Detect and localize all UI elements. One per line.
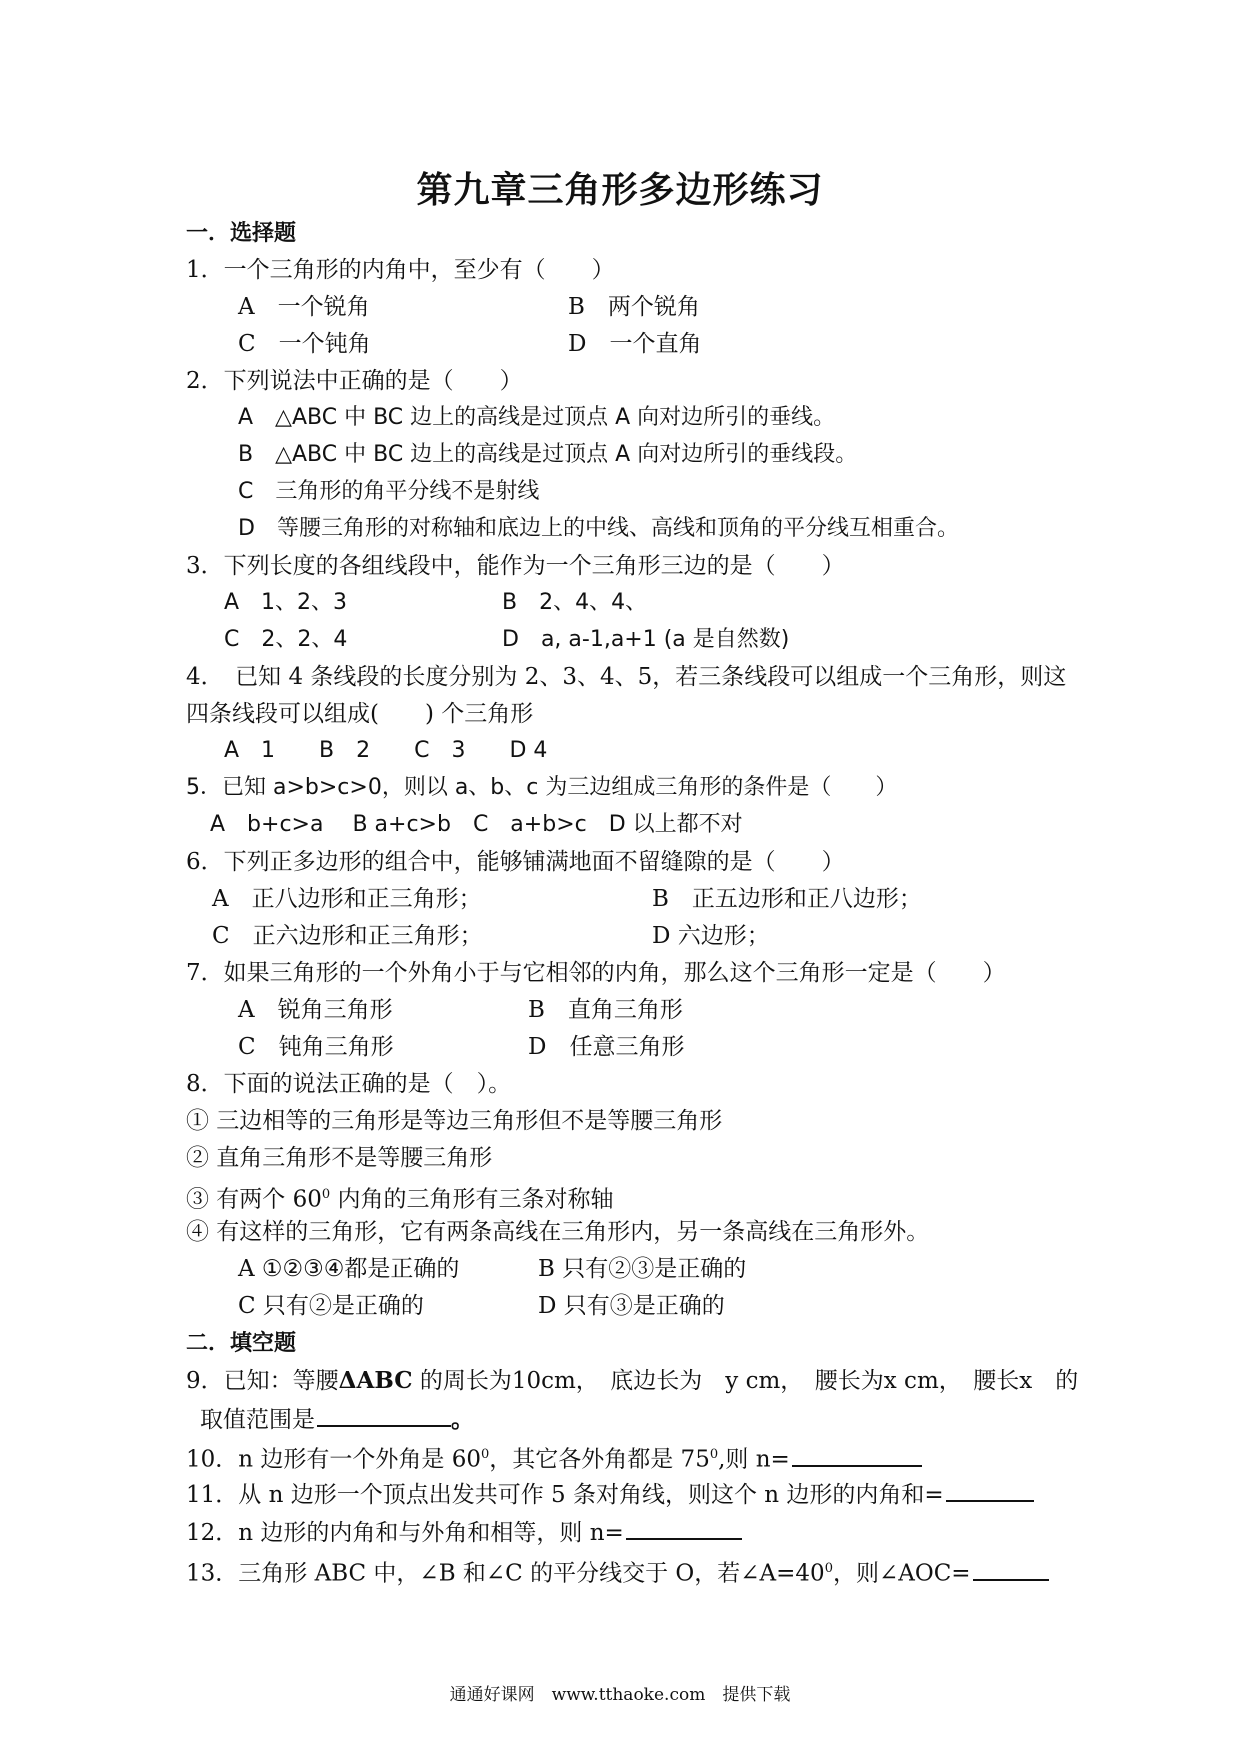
question-5-stem: 5．已知 a>b>c>0，则以 a、b、c 为三边组成三角形的条件是（ ） [186, 775, 898, 800]
question-1-option-a: A 一个锐角 [238, 294, 370, 320]
question-8-option-a: A ①②③④都是正确的 [238, 1256, 460, 1282]
question-9-line-2-text: 取值范围是 [200, 1407, 315, 1433]
degree-superscript: 0 [321, 1187, 331, 1202]
question-7-stem: 7．如果三角形的一个外角小于与它相邻的内角，那么这个三角形一定是（ ） [186, 960, 1006, 986]
question-12-text: 12．n 边形的内角和与外角和相等，则 n= [186, 1520, 624, 1546]
question-13 [186, 1554, 1049, 1589]
degree-superscript: 0 [824, 1561, 833, 1576]
question-8-option-c: C 只有②是正确的 [238, 1293, 424, 1319]
question-10-post: ,则 n= [718, 1446, 790, 1473]
question-11 [186, 1478, 1034, 1510]
question-10 [186, 1440, 922, 1475]
question-10-mid: ，其它各外角都是 75 [489, 1446, 710, 1473]
question-7-option-a: A 锐角三角形 [238, 997, 393, 1023]
question-11-text: 11．从 n 边形一个顶点出发共可作 5 条对角线，则这个 n 边形的内角和= [186, 1482, 944, 1508]
question-9-line-2 [200, 1403, 474, 1435]
question-8-statement-3-pre: ③ 有两个 60 [186, 1186, 322, 1213]
question-4-stem-line-1: 4． 已知 4 条线段的长度分别为 2、3、4、5，若三条线段可以组成一个三角形，则这 [186, 664, 1067, 690]
question-9-mid: 的周长为10cm， 底边长为 y cm， 腰长为x cm， 腰长x 的 [412, 1368, 1079, 1394]
question-9-pre: 9．已知：等腰 [186, 1368, 339, 1394]
question-1-option-c: C 一个钝角 [238, 331, 371, 357]
question-6-stem: 6．下列正多边形的组合中，能够铺满地面不留缝隙的是（ ） [186, 849, 845, 875]
question-5-options: A b+c>a B a+c>b C a+b>c D 以上都不对 [210, 812, 743, 837]
section-heading-multiple-choice: 一．选择题 [186, 220, 297, 246]
question-6-option-b: B 正五边形和正八边形； [652, 886, 922, 912]
question-9-line-1 [186, 1366, 1078, 1396]
question-1-option-b: B 两个锐角 [568, 294, 700, 320]
question-8-statement-2: ② 直角三角形不是等腰三角形 [186, 1145, 493, 1171]
question-2-option-d: D 等腰三角形的对称轴和底边上的中线、高线和顶角的平分线互相重合。 [238, 516, 959, 541]
answer-blank-12[interactable] [626, 1516, 742, 1540]
question-6-option-a: A 正八边形和正三角形； [212, 886, 482, 912]
triangle-abc-label: ΔABC [338, 1367, 413, 1394]
degree-superscript: 0 [709, 1447, 719, 1462]
answer-blank-9[interactable] [317, 1403, 451, 1427]
footer-credit: 通通好课网 www.tthaoke.com 提供下载 [449, 1685, 791, 1705]
question-8-statement-3-post: 内角的三角形有三条对称轴 [330, 1186, 614, 1213]
question-6-option-c: C 正六边形和正三角形； [212, 923, 483, 949]
question-3-option-a: A 1、2、3 [224, 590, 348, 615]
question-10-pre: 10．n 边形有一个外角是 60 [186, 1446, 481, 1473]
page-title: 第九章三角形多边形练习 [416, 169, 824, 211]
question-13-pre: 13．三角形 ABC 中，∠B 和∠C 的平分线交于 O，若∠A=40 [186, 1560, 825, 1587]
question-8-statement-4: ④ 有这样的三角形，它有两条高线在三角形内，另一条高线在三角形外。 [186, 1219, 930, 1245]
question-8-option-d: D 只有③是正确的 [538, 1293, 725, 1319]
question-8-statement-3 [186, 1180, 613, 1215]
answer-blank-13[interactable] [973, 1557, 1049, 1581]
question-9-end: 。 [451, 1406, 474, 1433]
question-1-option-d: D 一个直角 [568, 331, 702, 357]
question-4-stem-line-2: 四条线段可以组成( ) 个三角形 [186, 701, 534, 727]
question-3-stem: 3．下列长度的各组线段中，能作为一个三角形三边的是（ ） [186, 553, 845, 579]
question-2-option-b: B △ABC 中 BC 边上的高线是过顶点 A 向对边所引的垂线段。 [238, 442, 858, 467]
question-6-option-d: D 六边形； [652, 923, 770, 949]
question-7-option-b: B 直角三角形 [528, 997, 683, 1023]
degree-superscript: 0 [480, 1447, 490, 1462]
question-8-stem: 8．下面的说法正确的是（ ）。 [186, 1071, 512, 1097]
question-2-option-c: C 三角形的角平分线不是射线 [238, 479, 540, 504]
question-3-option-b: B 2、4、4、 [502, 590, 648, 615]
question-8-option-b: B 只有②③是正确的 [538, 1256, 747, 1282]
question-3-option-d: D a, a-1,a+1 (a 是自然数) [502, 627, 790, 652]
question-7-option-d: D 任意三角形 [528, 1034, 685, 1060]
question-1-stem: 1．一个三角形的内角中，至少有（ ） [186, 257, 615, 283]
question-3-option-c: C 2、2、4 [224, 627, 348, 652]
answer-blank-10[interactable] [792, 1443, 922, 1467]
question-12 [186, 1516, 742, 1548]
question-4-options: A 1 B 2 C 3 D 4 [224, 738, 548, 763]
question-2-stem: 2．下列说法中正确的是（ ） [186, 368, 523, 394]
question-2-option-a: A △ABC 中 BC 边上的高线是过顶点 A 向对边所引的垂线。 [238, 405, 836, 430]
answer-blank-11[interactable] [946, 1478, 1034, 1502]
section-heading-fill-in: 二．填空题 [186, 1330, 297, 1356]
question-13-post: ，则∠AOC= [832, 1560, 971, 1587]
question-7-option-c: C 钝角三角形 [238, 1034, 394, 1060]
question-8-statement-1: ① 三边相等的三角形是等边三角形但不是等腰三角形 [186, 1108, 723, 1134]
